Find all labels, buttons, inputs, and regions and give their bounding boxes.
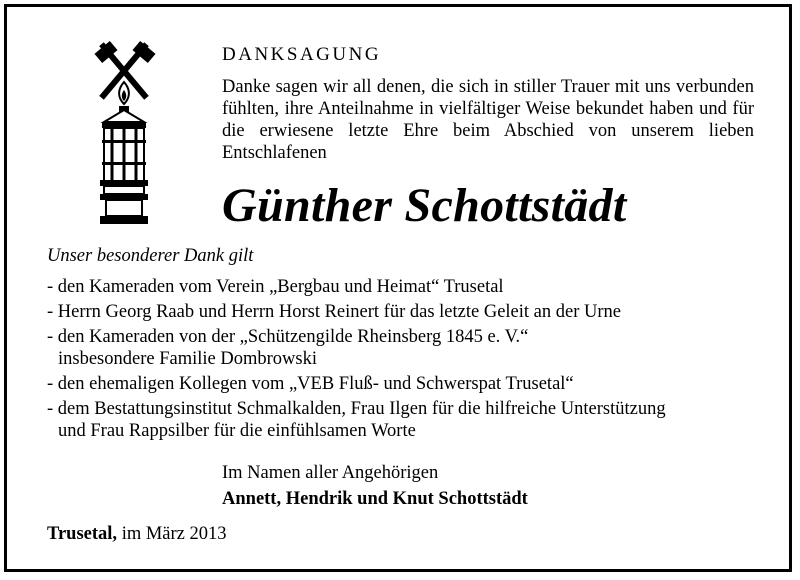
intro-text: Danke sagen wir all denen, die sich in stiller Trauer mit uns verbunden fühlten, ihre Anteilnahme in vielfältiger Weise bekundet haben und für die erwiesene letzte Ehre beim Abschied von unserem lieben Entschlafenen (222, 77, 754, 163)
thanks-item: - den ehemaligen Kollegen vom „VEB Fluß- und Schwerspat Trusetal“ (47, 374, 574, 394)
thanks-item: - den Kameraden von der „Schützengilde Rheinsberg 1845 e. V.“ insbesondere Familie Dombrowski (47, 327, 529, 369)
thanks-item: - dem Bestattungsinstitut Schmalkalden, Frau Ilgen für die hilfreiche Unterstützung und Frau Rappsilber für die einfühlsamen Worte (47, 399, 666, 441)
signatories: Annett, Hendrik und Knut Schottstädt (222, 489, 528, 509)
thanks-item: - Herrn Georg Raab und Herrn Horst Reinert für das letzte Geleit an der Urne (47, 302, 621, 322)
place: Trusetal, (47, 524, 118, 544)
thanks-item: - den Kameraden vom Verein „Bergbau und Heimat“ Trusetal (47, 277, 504, 297)
thanks-list (47, 276, 787, 445)
deceased-name: Günther Schottstädt (222, 179, 627, 232)
hammer-and-pick-miners-lamp-icon (90, 40, 160, 230)
place-date (47, 524, 227, 545)
signature-line: Im Namen aller Angehörigen (222, 463, 439, 483)
date: im März 2013 (121, 524, 227, 544)
thanks-lead: Unser besonderer Dank gilt (47, 246, 254, 266)
notice-heading: DANKSAGUNG (222, 44, 382, 65)
